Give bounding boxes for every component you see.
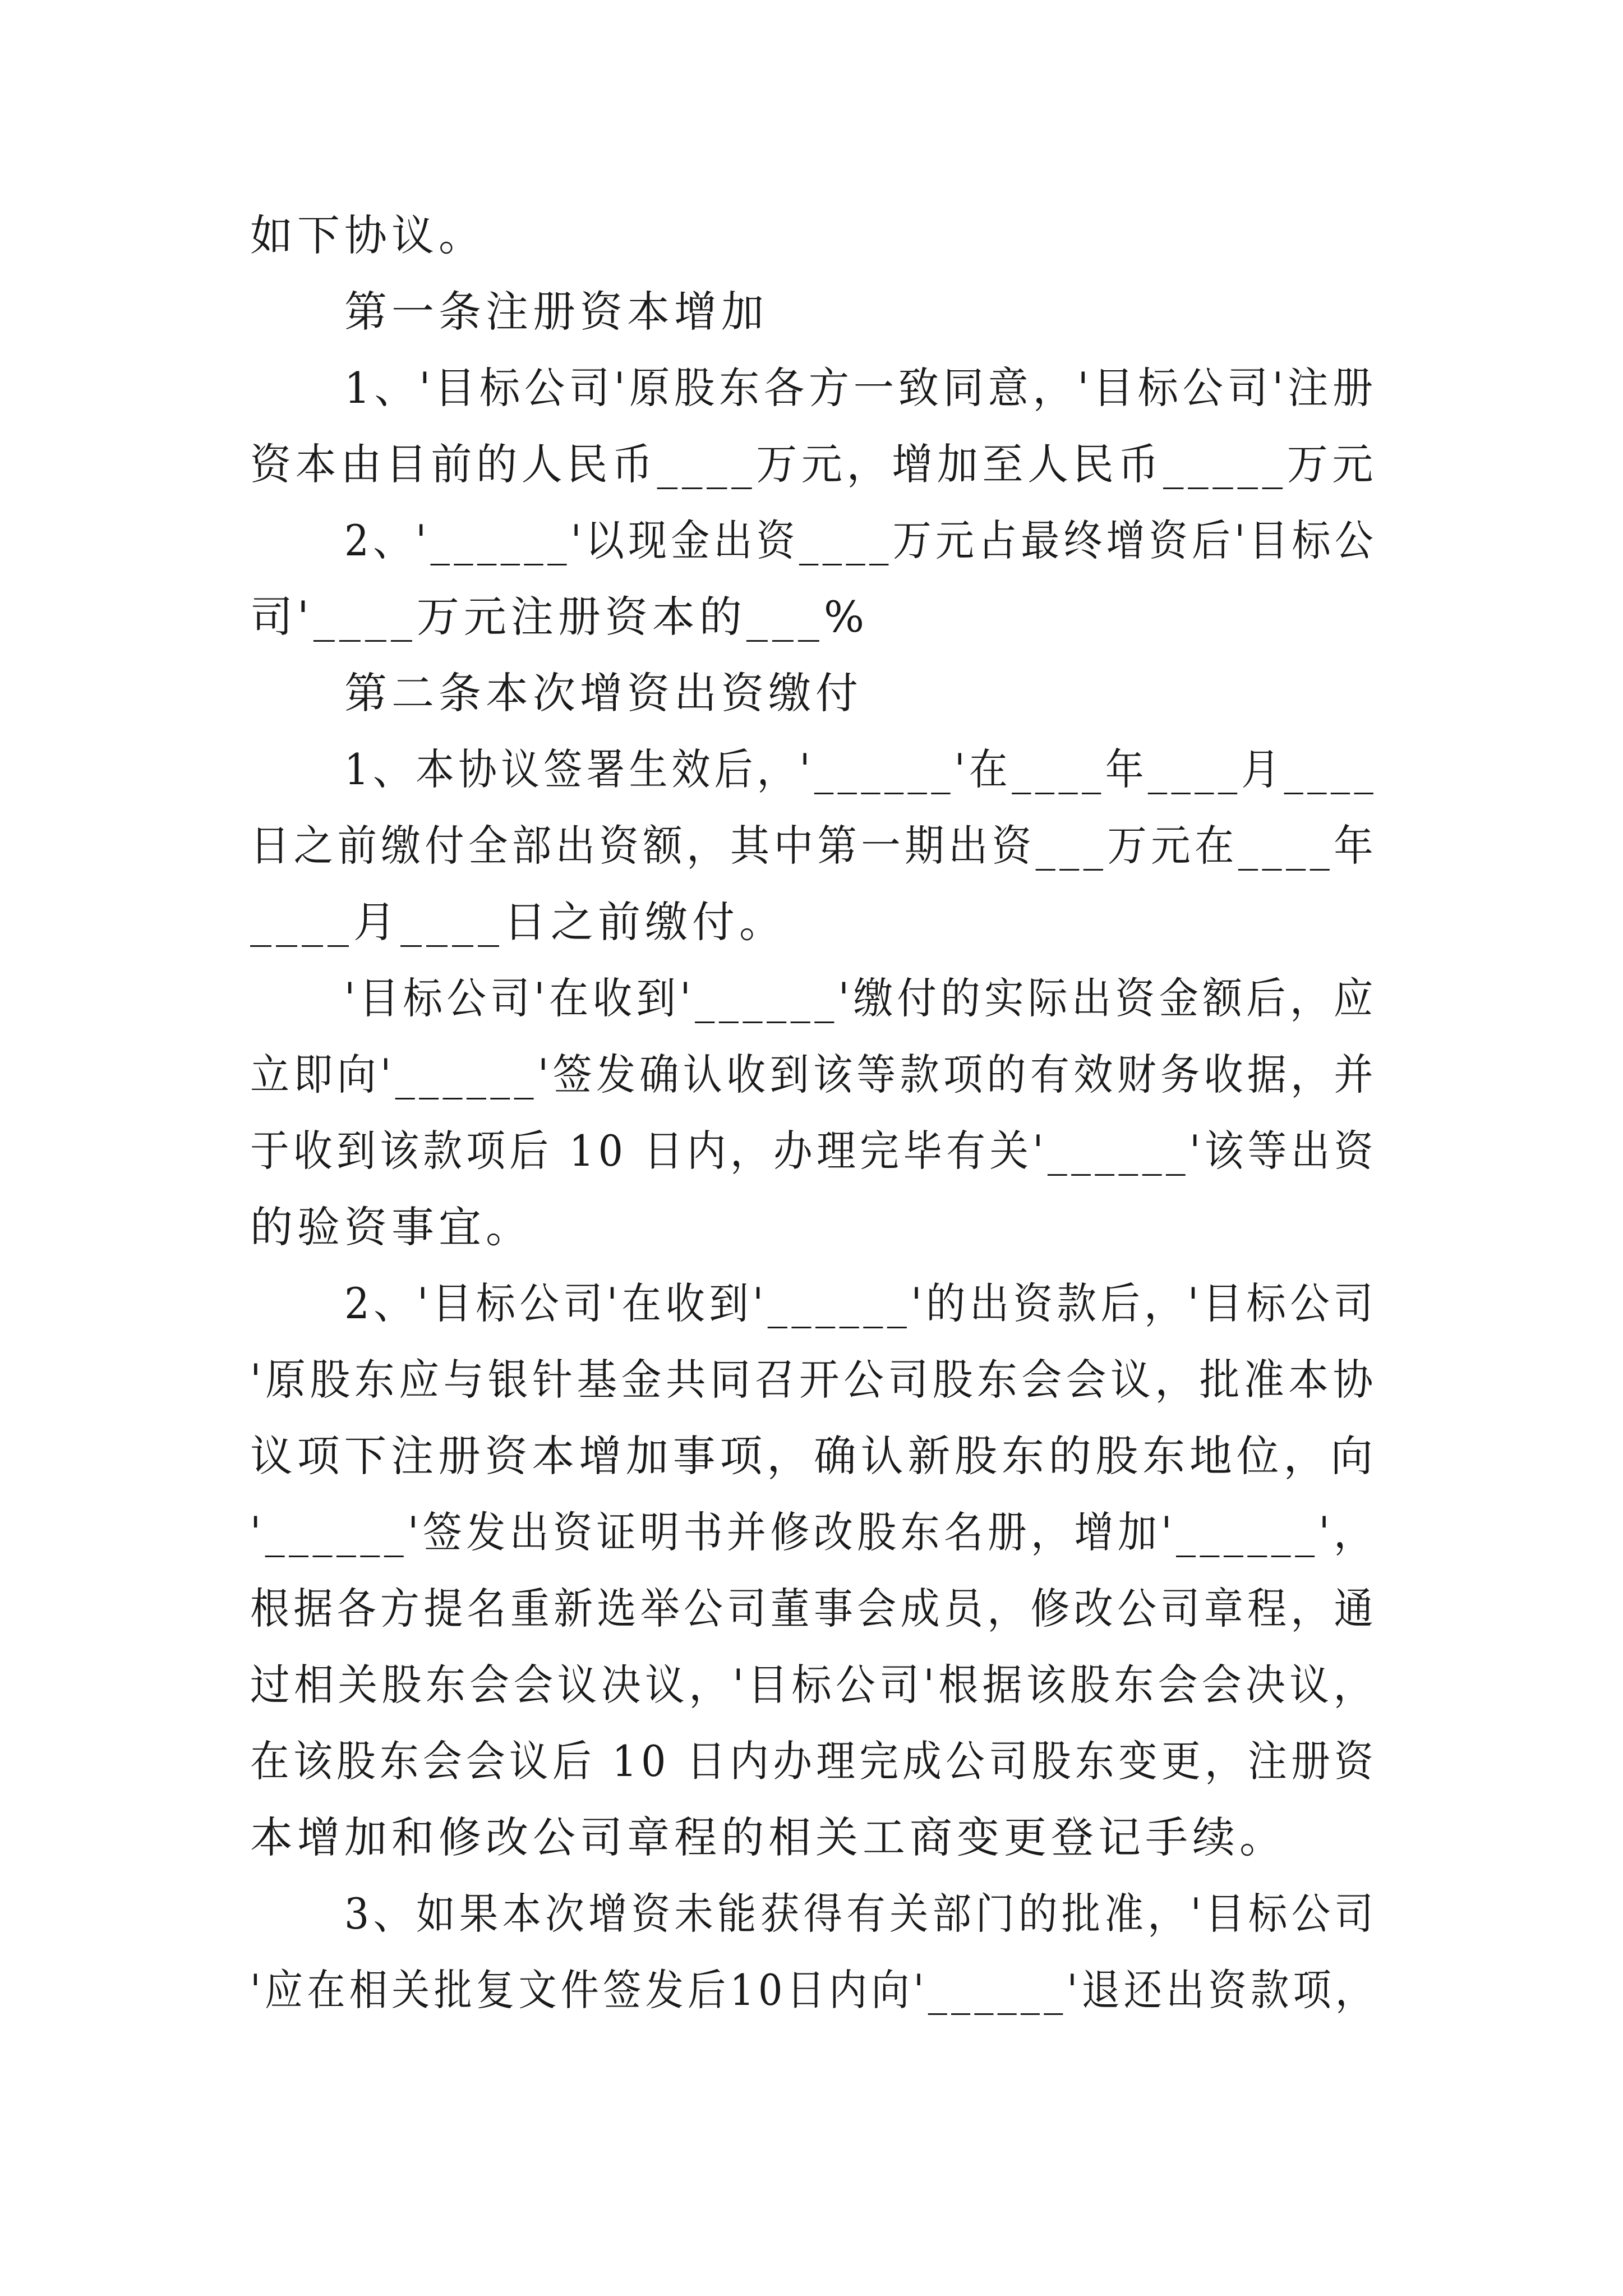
text-line: 过相关股东会会议决议，'目标公司'根据该股东会会决议， — [250, 1660, 1377, 1710]
text-line: 1、'目标公司'原股东各方一致同意，'目标公司'注册 — [344, 363, 1377, 413]
text-line: 2、'目标公司'在收到'______'的出资款后，'目标公司 — [344, 1278, 1377, 1328]
text-line: ____月____日之前缴付。 — [250, 897, 786, 947]
text-line: 于收到该款项后 10 日内，办理完毕有关'______'该等出资 — [250, 1126, 1377, 1176]
document-body — [250, 197, 1377, 2028]
text-line: '应在相关批复文件签发后10日内向'______'退还出资款项， — [250, 1965, 1378, 2015]
text-line: 1、本协议签署生效后，'______'在____年____月____ — [344, 744, 1378, 794]
text-line: 本增加和修改公司章程的相关工商变更登记手续。 — [250, 1812, 1287, 1862]
text-line: '目标公司'在收到'______'缴付的实际出资金额后，应 — [344, 973, 1377, 1023]
text-line: 日之前缴付全部出资额，其中第一期出资___万元在____年 — [250, 821, 1378, 871]
section-heading: 第二条本次增资出资缴付 — [344, 668, 863, 718]
text-line: 2、'______'以现金出资____万元占最终增资后'目标公 — [344, 516, 1377, 565]
text-line: 如下协议。 — [250, 210, 486, 260]
text-line: 3、如果本次增资未能获得有关部门的批准，'目标公司 — [344, 1889, 1378, 1939]
text-line: 在该股东会会议后 10 日内办理完成公司股东变更，注册资 — [250, 1736, 1378, 1786]
text-line: '原股东应与银针基金共同召开公司股东会会议，批准本协 — [250, 1355, 1377, 1405]
text-line: '______'签发出资证明书并修改股东名册，增加'______'， — [250, 1507, 1377, 1557]
text-line: 立即向'______'签发确认收到该等款项的有效财务收据，并 — [250, 1050, 1377, 1099]
text-line: 议项下注册资本增加事项，确认新股东的股东地位，向 — [250, 1431, 1377, 1481]
text-line: 的验资事宜。 — [250, 1202, 533, 1252]
text-line: 司'____万元注册资本的___% — [250, 592, 869, 642]
section-heading: 第一条注册资本增加 — [344, 287, 768, 337]
text-line: 根据各方提名重新选举公司董事会成员，修改公司章程，通 — [250, 1584, 1377, 1634]
text-line: 资本由目前的人民币____万元，增加至人民币_____万元 — [250, 439, 1378, 489]
